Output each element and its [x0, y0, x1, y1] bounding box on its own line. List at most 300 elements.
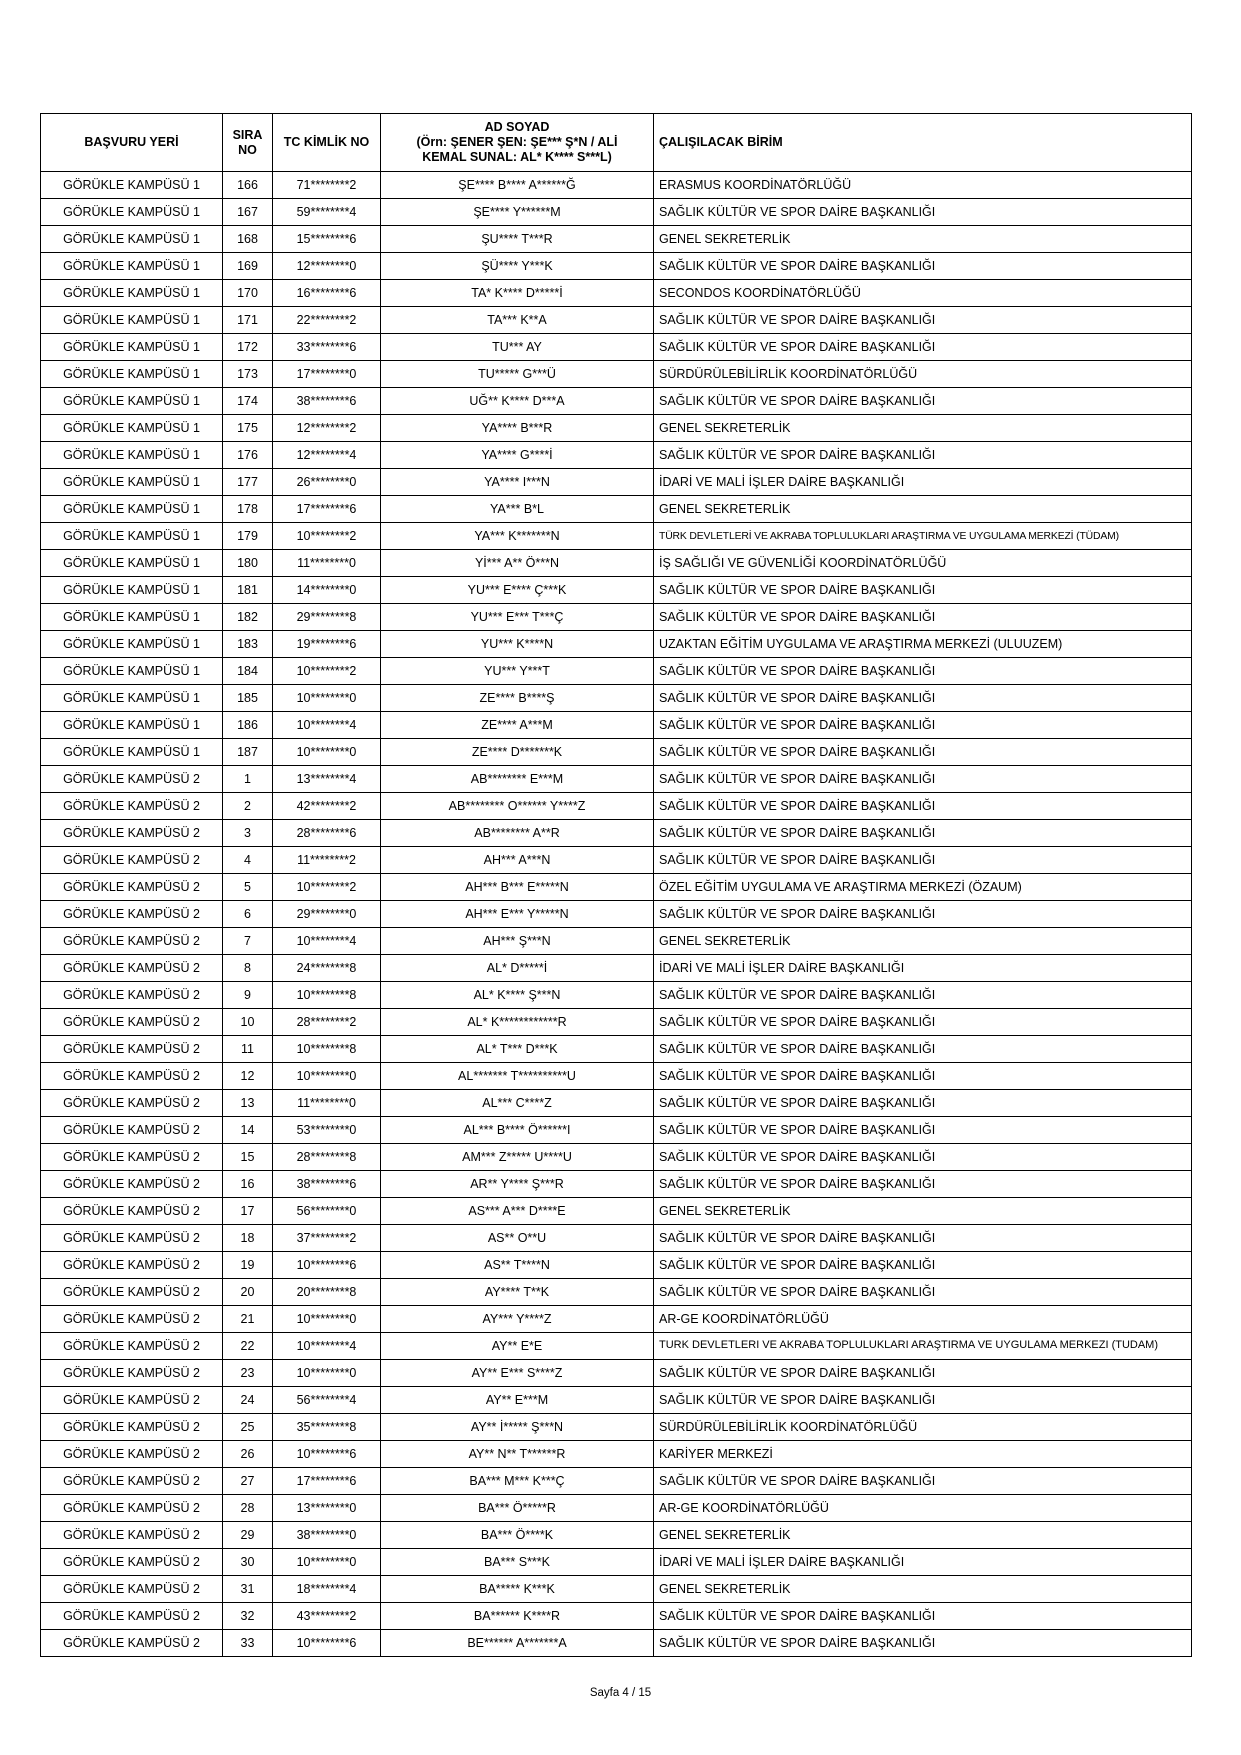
cell-tc-kimlik-no: 10********2 — [273, 874, 381, 901]
cell-tc-kimlik-no: 18********4 — [273, 1576, 381, 1603]
cell-tc-kimlik-no: 43********2 — [273, 1603, 381, 1630]
cell-calisilacak-birim — [654, 334, 1192, 361]
unit-text: TÜRK DEVLETLERİ VE AKRABA TOPLULUKLARI ARAŞTIRMA VE UYGULAMA MERKEZİ (TÜDAM) — [659, 1340, 1159, 1352]
cell-calisilacak-birim — [654, 1549, 1192, 1576]
cell-ad-soyad: TU***** G***Ü — [381, 361, 654, 388]
cell-sira-no: 177 — [223, 469, 273, 496]
header-ad-soyad-line2: (Örn: ŞENER ŞEN: ŞE*** Ş*N / ALİ — [416, 135, 618, 149]
cell-ad-soyad: UĞ** K**** D***A — [381, 388, 654, 415]
unit-text: SAĞLIK KÜLTÜR VE SPOR DAİRE BAŞKANLIĞI — [659, 393, 936, 408]
unit-text: SAĞLIK KÜLTÜR VE SPOR DAİRE BAŞKANLIĞI — [659, 1014, 936, 1029]
cell-calisilacak-birim — [654, 1036, 1192, 1063]
unit-text: AR-GE KOORDİNATÖRLÜĞÜ — [659, 1500, 829, 1515]
cell-sira-no: 172 — [223, 334, 273, 361]
table-row — [41, 226, 1192, 253]
cell-basvuru-yeri: GÖRÜKLE KAMPÜSÜ 2 — [41, 1225, 223, 1252]
cell-tc-kimlik-no: 10********4 — [273, 1333, 381, 1360]
table-row — [41, 199, 1192, 226]
cell-ad-soyad: AL*** C****Z — [381, 1090, 654, 1117]
cell-tc-kimlik-no: 28********8 — [273, 1144, 381, 1171]
cell-tc-kimlik-no: 10********0 — [273, 1360, 381, 1387]
cell-ad-soyad: AH*** B*** E*****N — [381, 874, 654, 901]
unit-text: SAĞLIK KÜLTÜR VE SPOR DAİRE BAŞKANLIĞI — [659, 339, 936, 354]
unit-text: SAĞLIK KÜLTÜR VE SPOR DAİRE BAŞKANLIĞI — [659, 1230, 936, 1245]
cell-tc-kimlik-no: 28********6 — [273, 820, 381, 847]
unit-text: GENEL SEKRETERLİK — [659, 231, 791, 246]
cell-sira-no: 31 — [223, 1576, 273, 1603]
cell-tc-kimlik-no: 38********6 — [273, 1171, 381, 1198]
cell-ad-soyad: AR** Y**** Ş***R — [381, 1171, 654, 1198]
cell-tc-kimlik-no: 35********8 — [273, 1414, 381, 1441]
table-row — [41, 523, 1192, 550]
table-row — [41, 280, 1192, 307]
cell-basvuru-yeri: GÖRÜKLE KAMPÜSÜ 2 — [41, 766, 223, 793]
cell-calisilacak-birim — [654, 1522, 1192, 1549]
unit-text: SAĞLIK KÜLTÜR VE SPOR DAİRE BAŞKANLIĞI — [659, 1068, 936, 1083]
cell-calisilacak-birim — [654, 469, 1192, 496]
cell-ad-soyad: AY** İ***** Ş***N — [381, 1414, 654, 1441]
cell-tc-kimlik-no: 10********0 — [273, 739, 381, 766]
unit-text: SAĞLIK KÜLTÜR VE SPOR DAİRE BAŞKANLIĞI — [659, 825, 936, 840]
cell-calisilacak-birim — [654, 226, 1192, 253]
table-row — [41, 334, 1192, 361]
cell-calisilacak-birim — [654, 1279, 1192, 1306]
table-row — [41, 1117, 1192, 1144]
cell-ad-soyad: BA***** K***K — [381, 1576, 654, 1603]
table-row — [41, 577, 1192, 604]
cell-ad-soyad: AL* D*****İ — [381, 955, 654, 982]
header-row — [41, 114, 1192, 172]
cell-basvuru-yeri: GÖRÜKLE KAMPÜSÜ 1 — [41, 388, 223, 415]
cell-sira-no: 28 — [223, 1495, 273, 1522]
cell-tc-kimlik-no: 29********0 — [273, 901, 381, 928]
cell-basvuru-yeri: GÖRÜKLE KAMPÜSÜ 2 — [41, 928, 223, 955]
cell-calisilacak-birim — [654, 253, 1192, 280]
cell-basvuru-yeri: GÖRÜKLE KAMPÜSÜ 1 — [41, 361, 223, 388]
cell-calisilacak-birim — [654, 1009, 1192, 1036]
table-row — [41, 1225, 1192, 1252]
cell-tc-kimlik-no: 10********4 — [273, 712, 381, 739]
cell-calisilacak-birim — [654, 982, 1192, 1009]
cell-basvuru-yeri: GÖRÜKLE KAMPÜSÜ 2 — [41, 1198, 223, 1225]
table-row — [41, 766, 1192, 793]
table-row — [41, 955, 1192, 982]
cell-basvuru-yeri: GÖRÜKLE KAMPÜSÜ 2 — [41, 955, 223, 982]
cell-ad-soyad: YU*** Y***T — [381, 658, 654, 685]
cell-tc-kimlik-no: 26********0 — [273, 469, 381, 496]
cell-calisilacak-birim — [654, 1144, 1192, 1171]
cell-basvuru-yeri: GÖRÜKLE KAMPÜSÜ 1 — [41, 226, 223, 253]
cell-tc-kimlik-no: 10********6 — [273, 1441, 381, 1468]
unit-text: SAĞLIK KÜLTÜR VE SPOR DAİRE BAŞKANLIĞI — [659, 1473, 936, 1488]
page-number: Sayfa 4 / 15 — [589, 1687, 652, 1699]
cell-tc-kimlik-no: 10********6 — [273, 1252, 381, 1279]
table-body — [41, 172, 1192, 1657]
unit-text: GENEL SEKRETERLİK — [659, 501, 791, 516]
cell-basvuru-yeri: GÖRÜKLE KAMPÜSÜ 2 — [41, 1063, 223, 1090]
cell-ad-soyad: ZE**** D*******K — [381, 739, 654, 766]
cell-basvuru-yeri: GÖRÜKLE KAMPÜSÜ 2 — [41, 1171, 223, 1198]
cell-sira-no: 10 — [223, 1009, 273, 1036]
unit-text: SAĞLIK KÜLTÜR VE SPOR DAİRE BAŞKANLIĞI — [659, 1284, 936, 1299]
cell-calisilacak-birim — [654, 901, 1192, 928]
cell-basvuru-yeri: GÖRÜKLE KAMPÜSÜ 2 — [41, 982, 223, 1009]
cell-calisilacak-birim — [654, 307, 1192, 334]
cell-ad-soyad: AB******** O****** Y****Z — [381, 793, 654, 820]
cell-sira-no: 29 — [223, 1522, 273, 1549]
cell-sira-no: 4 — [223, 847, 273, 874]
cell-calisilacak-birim — [654, 955, 1192, 982]
cell-calisilacak-birim — [654, 1306, 1192, 1333]
table-row — [41, 1549, 1192, 1576]
cell-ad-soyad: AS** T****N — [381, 1252, 654, 1279]
cell-calisilacak-birim — [654, 1468, 1192, 1495]
cell-ad-soyad: YU*** E**** Ç***K — [381, 577, 654, 604]
cell-basvuru-yeri: GÖRÜKLE KAMPÜSÜ 1 — [41, 631, 223, 658]
cell-calisilacak-birim — [654, 1576, 1192, 1603]
unit-text: AR-GE KOORDİNATÖRLÜĞÜ — [659, 1311, 829, 1326]
cell-calisilacak-birim — [654, 1198, 1192, 1225]
unit-text: GENEL SEKRETERLİK — [659, 1581, 791, 1596]
cell-calisilacak-birim — [654, 1333, 1192, 1360]
cell-calisilacak-birim — [654, 1117, 1192, 1144]
cell-ad-soyad: YA*** K*******N — [381, 523, 654, 550]
cell-calisilacak-birim — [654, 415, 1192, 442]
cell-tc-kimlik-no: 56********0 — [273, 1198, 381, 1225]
table-row — [41, 1279, 1192, 1306]
cell-sira-no: 2 — [223, 793, 273, 820]
cell-calisilacak-birim — [654, 1252, 1192, 1279]
cell-sira-no: 186 — [223, 712, 273, 739]
table-row — [41, 1306, 1192, 1333]
cell-ad-soyad: YA**** G****İ — [381, 442, 654, 469]
cell-calisilacak-birim — [654, 874, 1192, 901]
table-row — [41, 982, 1192, 1009]
cell-ad-soyad: AB******** E***M — [381, 766, 654, 793]
cell-basvuru-yeri: GÖRÜKLE KAMPÜSÜ 1 — [41, 469, 223, 496]
cell-tc-kimlik-no: 13********0 — [273, 1495, 381, 1522]
cell-sira-no: 1 — [223, 766, 273, 793]
unit-text: SAĞLIK KÜLTÜR VE SPOR DAİRE BAŞKANLIĞI — [659, 1392, 936, 1407]
cell-sira-no: 20 — [223, 1279, 273, 1306]
table-row — [41, 901, 1192, 928]
cell-basvuru-yeri: GÖRÜKLE KAMPÜSÜ 2 — [41, 1036, 223, 1063]
cell-calisilacak-birim — [654, 280, 1192, 307]
cell-calisilacak-birim — [654, 1630, 1192, 1657]
cell-calisilacak-birim — [654, 1171, 1192, 1198]
cell-sira-no: 176 — [223, 442, 273, 469]
unit-text: SAĞLIK KÜLTÜR VE SPOR DAİRE BAŞKANLIĞI — [659, 1041, 936, 1056]
cell-tc-kimlik-no: 10********2 — [273, 523, 381, 550]
cell-tc-kimlik-no: 10********6 — [273, 1630, 381, 1657]
cell-tc-kimlik-no: 24********8 — [273, 955, 381, 982]
unit-text: GENEL SEKRETERLİK — [659, 1527, 791, 1542]
unit-text: SAĞLIK KÜLTÜR VE SPOR DAİRE BAŞKANLIĞI — [659, 987, 936, 1002]
cell-basvuru-yeri: GÖRÜKLE KAMPÜSÜ 2 — [41, 1441, 223, 1468]
cell-ad-soyad: AL*** B**** Ö******I — [381, 1117, 654, 1144]
cell-calisilacak-birim — [654, 631, 1192, 658]
cell-basvuru-yeri: GÖRÜKLE KAMPÜSÜ 2 — [41, 1009, 223, 1036]
cell-sira-no: 23 — [223, 1360, 273, 1387]
unit-text: SAĞLIK KÜLTÜR VE SPOR DAİRE BAŞKANLIĞI — [659, 690, 936, 705]
header-calisilacak-birim: ÇALIŞILACAK BİRİM — [654, 114, 1192, 172]
unit-text: GENEL SEKRETERLİK — [659, 420, 791, 435]
cell-ad-soyad: ZE**** A***M — [381, 712, 654, 739]
table-row — [41, 253, 1192, 280]
cell-tc-kimlik-no: 12********2 — [273, 415, 381, 442]
cell-basvuru-yeri: GÖRÜKLE KAMPÜSÜ 2 — [41, 1279, 223, 1306]
cell-calisilacak-birim — [654, 1063, 1192, 1090]
cell-calisilacak-birim — [654, 658, 1192, 685]
cell-sira-no: 33 — [223, 1630, 273, 1657]
cell-sira-no: 17 — [223, 1198, 273, 1225]
table-row — [41, 1090, 1192, 1117]
table-row — [41, 1252, 1192, 1279]
cell-tc-kimlik-no: 38********0 — [273, 1522, 381, 1549]
cell-sira-no: 32 — [223, 1603, 273, 1630]
cell-ad-soyad: AY** E*** S****Z — [381, 1360, 654, 1387]
header-ad-soyad — [381, 114, 654, 172]
cell-basvuru-yeri: GÖRÜKLE KAMPÜSÜ 1 — [41, 172, 223, 199]
cell-calisilacak-birim — [654, 1414, 1192, 1441]
unit-text: İŞ SAĞLIĞI VE GÜVENLİĞİ KOORDİNATÖRLÜĞÜ — [659, 555, 947, 570]
cell-tc-kimlik-no: 12********4 — [273, 442, 381, 469]
cell-calisilacak-birim — [654, 847, 1192, 874]
cell-basvuru-yeri: GÖRÜKLE KAMPÜSÜ 2 — [41, 901, 223, 928]
header-sira-no: SIRA NO — [223, 114, 273, 172]
cell-sira-no: 14 — [223, 1117, 273, 1144]
cell-ad-soyad: AS*** A*** D****E — [381, 1198, 654, 1225]
cell-calisilacak-birim — [654, 712, 1192, 739]
cell-ad-soyad: AL******* T**********U — [381, 1063, 654, 1090]
cell-ad-soyad: BA*** M*** K***Ç — [381, 1468, 654, 1495]
cell-ad-soyad: BA*** S***K — [381, 1549, 654, 1576]
cell-calisilacak-birim — [654, 820, 1192, 847]
cell-sira-no: 173 — [223, 361, 273, 388]
cell-tc-kimlik-no: 10********0 — [273, 1549, 381, 1576]
cell-calisilacak-birim — [654, 793, 1192, 820]
unit-text: SAĞLIK KÜLTÜR VE SPOR DAİRE BAŞKANLIĞI — [659, 204, 936, 219]
cell-sira-no: 22 — [223, 1333, 273, 1360]
cell-basvuru-yeri: GÖRÜKLE KAMPÜSÜ 1 — [41, 307, 223, 334]
cell-sira-no: 19 — [223, 1252, 273, 1279]
table-row — [41, 928, 1192, 955]
cell-ad-soyad: AY**** T**K — [381, 1279, 654, 1306]
table-row — [41, 415, 1192, 442]
cell-calisilacak-birim — [654, 1090, 1192, 1117]
cell-basvuru-yeri: GÖRÜKLE KAMPÜSÜ 2 — [41, 1603, 223, 1630]
cell-ad-soyad: YA**** I***N — [381, 469, 654, 496]
cell-basvuru-yeri: GÖRÜKLE KAMPÜSÜ 1 — [41, 604, 223, 631]
cell-calisilacak-birim — [654, 1603, 1192, 1630]
table-row — [41, 1198, 1192, 1225]
cell-ad-soyad: ŞE**** B**** A******Ğ — [381, 172, 654, 199]
cell-sira-no: 183 — [223, 631, 273, 658]
cell-calisilacak-birim — [654, 199, 1192, 226]
cell-sira-no: 175 — [223, 415, 273, 442]
cell-ad-soyad: ŞU**** T***R — [381, 226, 654, 253]
cell-calisilacak-birim — [654, 604, 1192, 631]
table-row — [41, 1414, 1192, 1441]
table-row — [41, 1360, 1192, 1387]
cell-tc-kimlik-no: 38********6 — [273, 388, 381, 415]
cell-ad-soyad: AM*** Z***** U****U — [381, 1144, 654, 1171]
cell-ad-soyad: BA****** K****R — [381, 1603, 654, 1630]
cell-tc-kimlik-no: 10********0 — [273, 685, 381, 712]
table-row — [41, 685, 1192, 712]
cell-sira-no: 3 — [223, 820, 273, 847]
cell-sira-no: 168 — [223, 226, 273, 253]
unit-text: SAĞLIK KÜLTÜR VE SPOR DAİRE BAŞKANLIĞI — [659, 1095, 936, 1110]
unit-text: SAĞLIK KÜLTÜR VE SPOR DAİRE BAŞKANLIĞI — [659, 798, 936, 813]
cell-tc-kimlik-no: 59********4 — [273, 199, 381, 226]
cell-basvuru-yeri: GÖRÜKLE KAMPÜSÜ 1 — [41, 550, 223, 577]
cell-tc-kimlik-no: 37********2 — [273, 1225, 381, 1252]
table-row — [41, 1468, 1192, 1495]
table-row — [41, 496, 1192, 523]
cell-tc-kimlik-no: 29********8 — [273, 604, 381, 631]
unit-text: ERASMUS KOORDİNATÖRLÜĞÜ — [659, 177, 852, 192]
cell-basvuru-yeri: GÖRÜKLE KAMPÜSÜ 1 — [41, 415, 223, 442]
cell-ad-soyad: AY*** Y****Z — [381, 1306, 654, 1333]
cell-basvuru-yeri: GÖRÜKLE KAMPÜSÜ 1 — [41, 523, 223, 550]
table-row — [41, 1441, 1192, 1468]
cell-sira-no: 180 — [223, 550, 273, 577]
cell-calisilacak-birim — [654, 766, 1192, 793]
table-row — [41, 847, 1192, 874]
cell-ad-soyad: AL* K**** Ş***N — [381, 982, 654, 1009]
cell-ad-soyad: AY** E*E — [381, 1333, 654, 1360]
unit-text: SAĞLIK KÜLTÜR VE SPOR DAİRE BAŞKANLIĞI — [659, 852, 936, 867]
unit-text: SAĞLIK KÜLTÜR VE SPOR DAİRE BAŞKANLIĞI — [659, 1176, 936, 1191]
cell-basvuru-yeri: GÖRÜKLE KAMPÜSÜ 1 — [41, 685, 223, 712]
cell-tc-kimlik-no: 10********0 — [273, 1063, 381, 1090]
cell-basvuru-yeri: GÖRÜKLE KAMPÜSÜ 2 — [41, 847, 223, 874]
cell-ad-soyad: ŞE**** Y******M — [381, 199, 654, 226]
cell-ad-soyad: BE****** A*******A — [381, 1630, 654, 1657]
cell-tc-kimlik-no: 10********2 — [273, 658, 381, 685]
cell-basvuru-yeri: GÖRÜKLE KAMPÜSÜ 1 — [41, 658, 223, 685]
cell-sira-no: 26 — [223, 1441, 273, 1468]
cell-sira-no: 12 — [223, 1063, 273, 1090]
cell-calisilacak-birim — [654, 685, 1192, 712]
cell-basvuru-yeri: GÖRÜKLE KAMPÜSÜ 2 — [41, 1495, 223, 1522]
cell-ad-soyad: BA*** Ö*****R — [381, 1495, 654, 1522]
cell-calisilacak-birim — [654, 928, 1192, 955]
cell-basvuru-yeri: GÖRÜKLE KAMPÜSÜ 1 — [41, 496, 223, 523]
cell-ad-soyad: YA*** B*L — [381, 496, 654, 523]
unit-text: ÖZEL EĞİTİM UYGULAMA VE ARAŞTIRMA MERKEZİ (ÖZAUM) — [659, 879, 1022, 894]
table-header — [41, 114, 1192, 172]
table-row — [41, 739, 1192, 766]
unit-text: SAĞLIK KÜLTÜR VE SPOR DAİRE BAŞKANLIĞI — [659, 744, 936, 759]
cell-sira-no: 11 — [223, 1036, 273, 1063]
cell-basvuru-yeri: GÖRÜKLE KAMPÜSÜ 2 — [41, 1117, 223, 1144]
table-row — [41, 469, 1192, 496]
table-row — [41, 1576, 1192, 1603]
cell-tc-kimlik-no: 11********0 — [273, 550, 381, 577]
unit-text: GENEL SEKRETERLİK — [659, 933, 791, 948]
cell-basvuru-yeri: GÖRÜKLE KAMPÜSÜ 1 — [41, 442, 223, 469]
header-tc-kimlik-no: TC KİMLİK NO — [273, 114, 381, 172]
header-ad-soyad-line3: KEMAL SUNAL: AL* K**** S***L) — [422, 150, 612, 164]
cell-calisilacak-birim — [654, 1495, 1192, 1522]
table-row — [41, 1387, 1192, 1414]
cell-tc-kimlik-no: 71********2 — [273, 172, 381, 199]
cell-calisilacak-birim — [654, 1441, 1192, 1468]
cell-basvuru-yeri: GÖRÜKLE KAMPÜSÜ 1 — [41, 199, 223, 226]
cell-ad-soyad: Yİ*** A** Ö***N — [381, 550, 654, 577]
table-row — [41, 1630, 1192, 1657]
cell-basvuru-yeri: GÖRÜKLE KAMPÜSÜ 2 — [41, 1414, 223, 1441]
cell-tc-kimlik-no: 15********6 — [273, 226, 381, 253]
cell-ad-soyad: AH*** E*** Y*****N — [381, 901, 654, 928]
cell-sira-no: 169 — [223, 253, 273, 280]
cell-tc-kimlik-no: 28********2 — [273, 1009, 381, 1036]
cell-sira-no: 185 — [223, 685, 273, 712]
cell-calisilacak-birim — [654, 361, 1192, 388]
cell-basvuru-yeri: GÖRÜKLE KAMPÜSÜ 2 — [41, 793, 223, 820]
unit-text: SAĞLIK KÜLTÜR VE SPOR DAİRE BAŞKANLIĞI — [659, 1149, 936, 1164]
cell-tc-kimlik-no: 10********0 — [273, 1306, 381, 1333]
cell-sira-no: 184 — [223, 658, 273, 685]
cell-basvuru-yeri: GÖRÜKLE KAMPÜSÜ 2 — [41, 1252, 223, 1279]
table-row — [41, 172, 1192, 199]
cell-basvuru-yeri: GÖRÜKLE KAMPÜSÜ 2 — [41, 874, 223, 901]
table-row — [41, 1171, 1192, 1198]
cell-sira-no: 13 — [223, 1090, 273, 1117]
unit-text: SAĞLIK KÜLTÜR VE SPOR DAİRE BAŞKANLIĞI — [659, 447, 936, 462]
unit-text: SAĞLIK KÜLTÜR VE SPOR DAİRE BAŞKANLIĞI — [659, 663, 936, 678]
cell-basvuru-yeri: GÖRÜKLE KAMPÜSÜ 2 — [41, 1576, 223, 1603]
cell-sira-no: 30 — [223, 1549, 273, 1576]
table-row — [41, 604, 1192, 631]
cell-basvuru-yeri: GÖRÜKLE KAMPÜSÜ 2 — [41, 1522, 223, 1549]
cell-sira-no: 21 — [223, 1306, 273, 1333]
table-row — [41, 1063, 1192, 1090]
cell-ad-soyad: BA*** Ö****K — [381, 1522, 654, 1549]
cell-tc-kimlik-no: 11********0 — [273, 1090, 381, 1117]
cell-calisilacak-birim — [654, 550, 1192, 577]
table-row — [41, 712, 1192, 739]
cell-basvuru-yeri: GÖRÜKLE KAMPÜSÜ 2 — [41, 1630, 223, 1657]
cell-tc-kimlik-no: 17********0 — [273, 361, 381, 388]
unit-text: İDARİ VE MALİ İŞLER DAİRE BAŞKANLIĞI — [659, 474, 905, 489]
cell-sira-no: 167 — [223, 199, 273, 226]
cell-ad-soyad: AS** O**U — [381, 1225, 654, 1252]
cell-sira-no: 15 — [223, 1144, 273, 1171]
unit-text: SAĞLIK KÜLTÜR VE SPOR DAİRE BAŞKANLIĞI — [659, 906, 936, 921]
unit-text: İDARİ VE MALİ İŞLER DAİRE BAŞKANLIĞI — [659, 960, 905, 975]
cell-basvuru-yeri: GÖRÜKLE KAMPÜSÜ 2 — [41, 1333, 223, 1360]
cell-basvuru-yeri: GÖRÜKLE KAMPÜSÜ 2 — [41, 1306, 223, 1333]
cell-ad-soyad: ŞÜ**** Y***K — [381, 253, 654, 280]
cell-sira-no: 16 — [223, 1171, 273, 1198]
cell-tc-kimlik-no: 53********0 — [273, 1117, 381, 1144]
applicants-table-container — [40, 113, 1192, 1657]
cell-calisilacak-birim — [654, 577, 1192, 604]
cell-calisilacak-birim — [654, 442, 1192, 469]
cell-calisilacak-birim — [654, 496, 1192, 523]
cell-ad-soyad: AB******** A**R — [381, 820, 654, 847]
cell-ad-soyad: AY** N** T******R — [381, 1441, 654, 1468]
cell-tc-kimlik-no: 12********0 — [273, 253, 381, 280]
cell-calisilacak-birim — [654, 172, 1192, 199]
cell-basvuru-yeri: GÖRÜKLE KAMPÜSÜ 2 — [41, 1360, 223, 1387]
header-ad-soyad-line1: AD SOYAD — [484, 120, 550, 134]
unit-text: SAĞLIK KÜLTÜR VE SPOR DAİRE BAŞKANLIĞI — [659, 1608, 936, 1623]
applicants-table — [40, 113, 1192, 1657]
